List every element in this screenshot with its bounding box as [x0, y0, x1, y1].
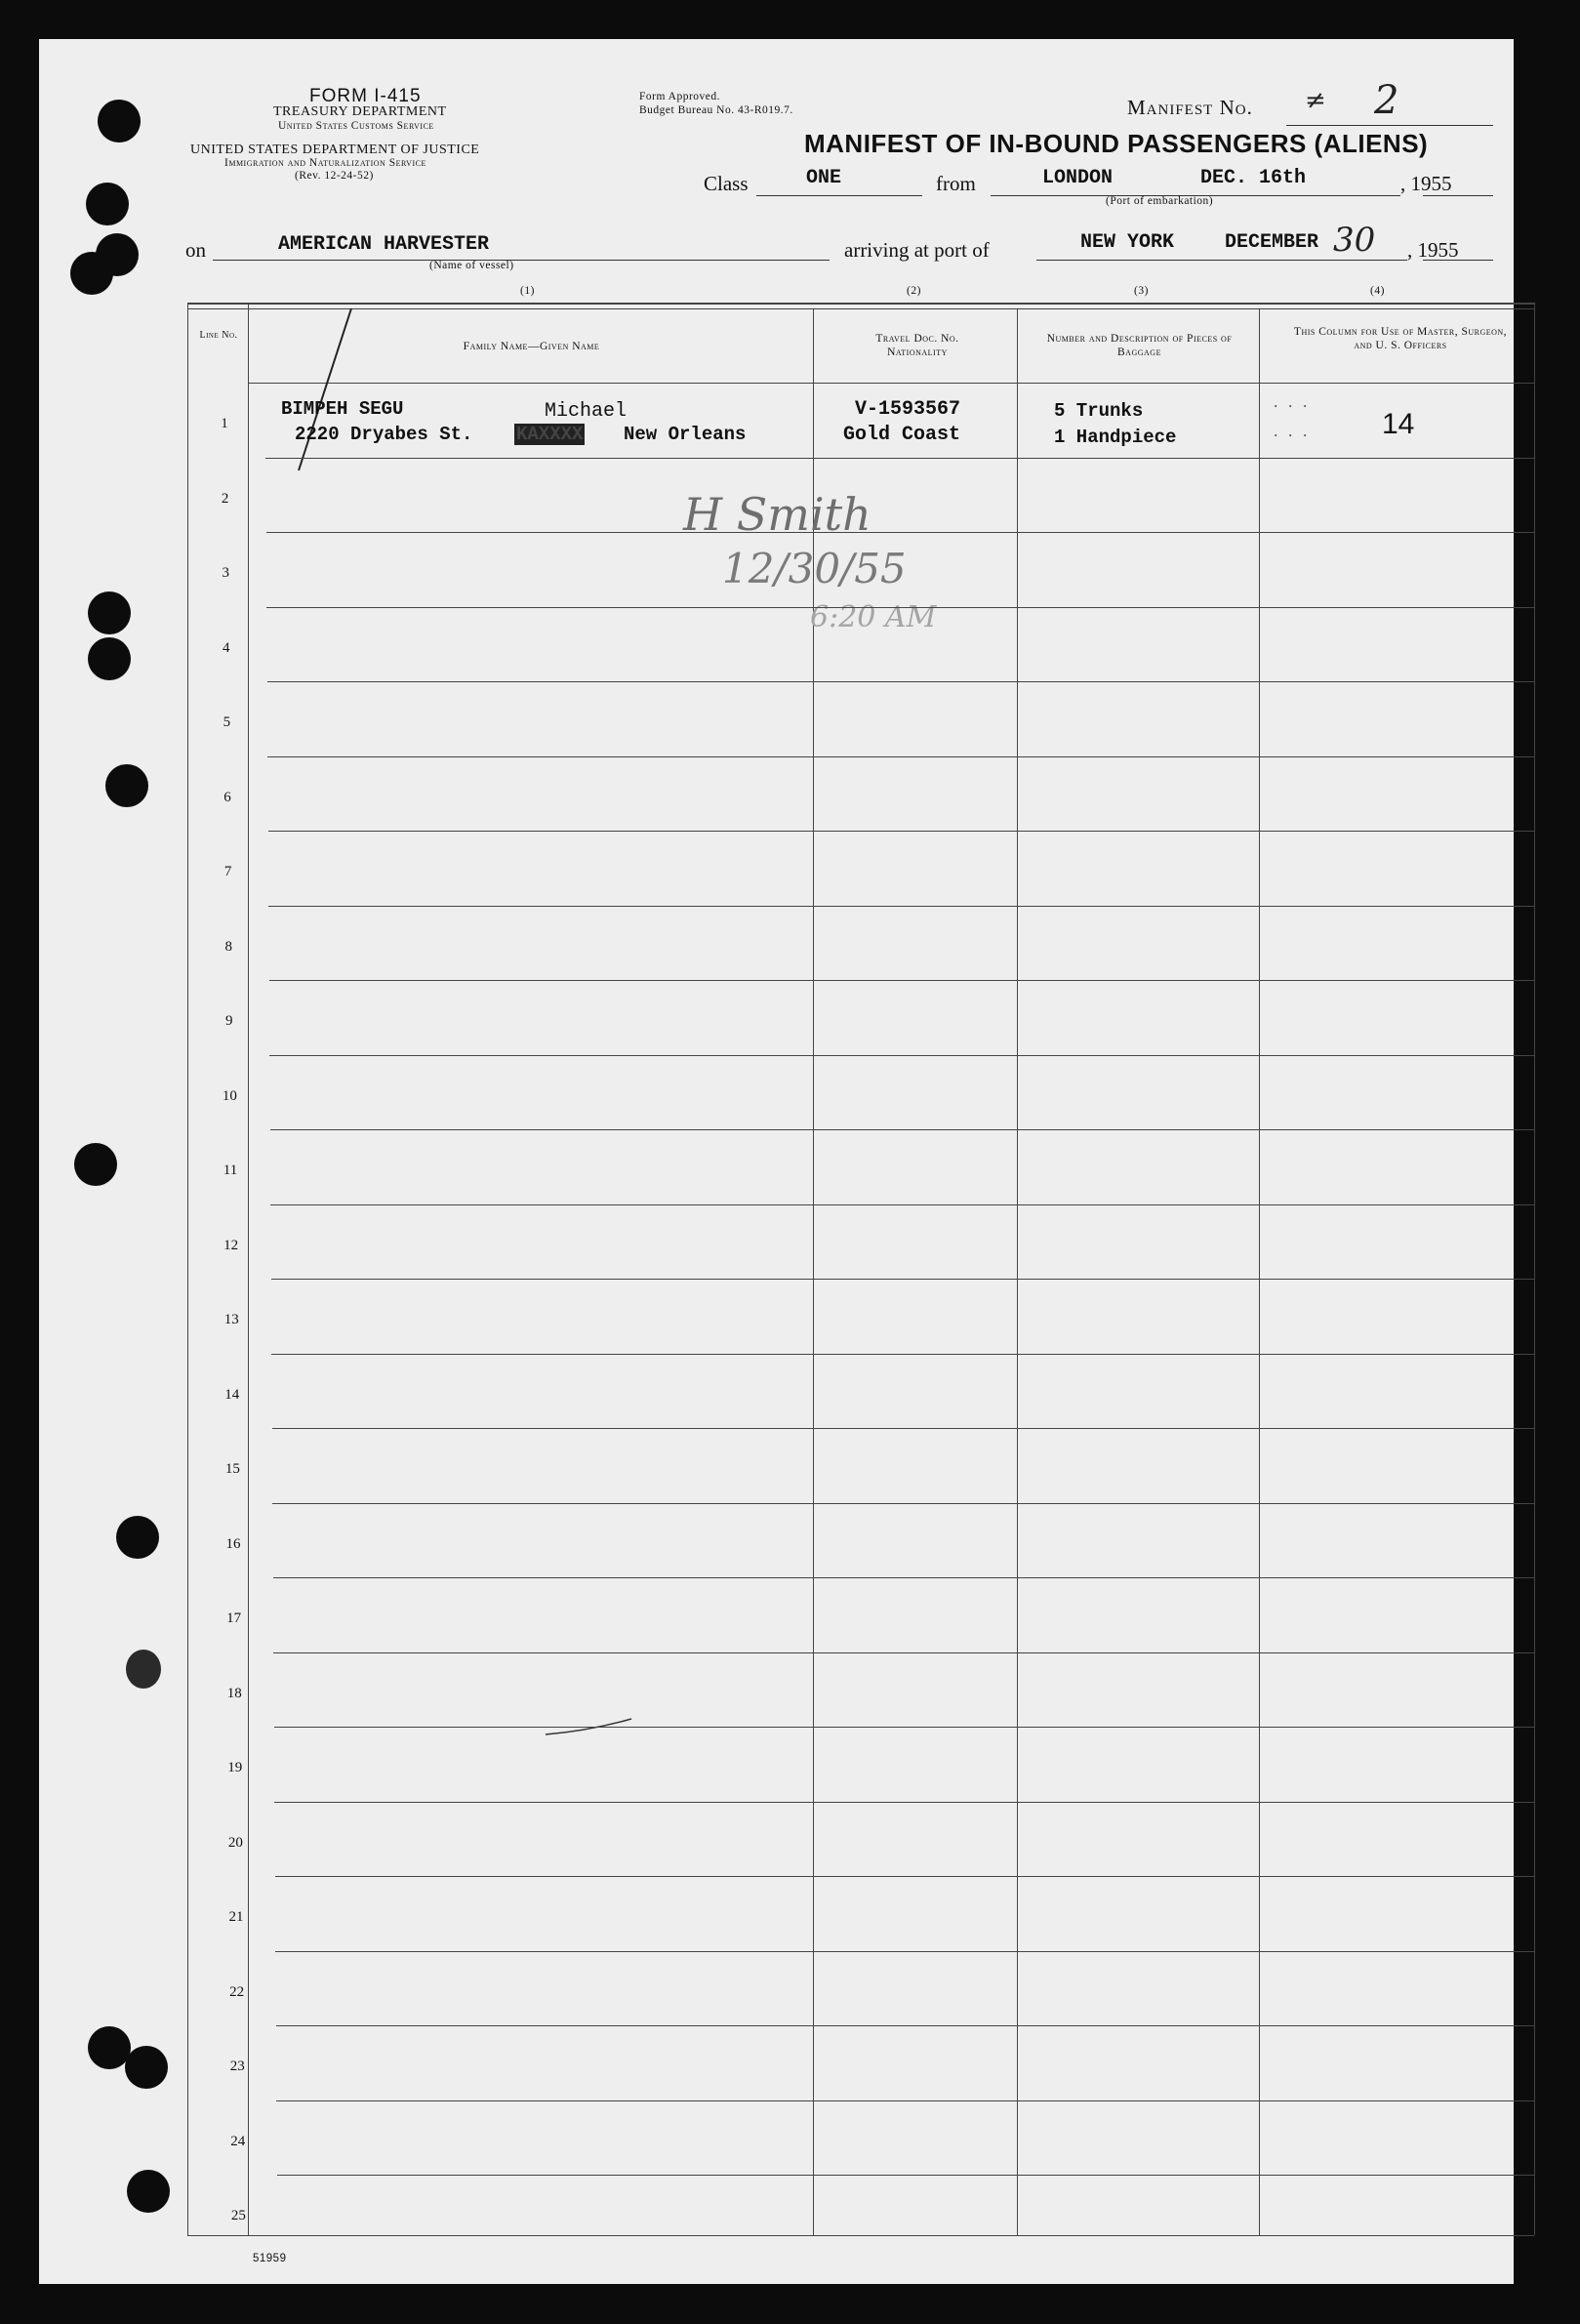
row-separator — [268, 831, 1535, 832]
footer-code: 51959 — [253, 2253, 287, 2264]
travel-doc-number: V-1593567 — [855, 398, 961, 421]
col-1-divider — [813, 308, 814, 2235]
inspector-signature: H Smith — [683, 488, 871, 541]
row-separator — [276, 2100, 1534, 2101]
arrival-day: 30 — [1333, 221, 1376, 260]
line-number: 7 — [223, 864, 232, 880]
table-bottom-border — [187, 2235, 1534, 2236]
from-label: from — [936, 172, 976, 195]
line-number: 1 — [221, 416, 228, 432]
inspection-date: 12/30/55 — [722, 545, 907, 592]
line-number: 14 — [224, 1386, 240, 1403]
punch-hole-icon — [125, 2046, 168, 2089]
row-separator — [277, 2175, 1535, 2176]
punch-hole-icon — [126, 1650, 161, 1689]
row-separator — [267, 681, 1535, 682]
line-number: 8 — [224, 938, 232, 955]
pencil-stroke — [542, 1713, 639, 1742]
row-separator — [269, 980, 1535, 981]
treasury-department: TREASURY DEPARTMENT — [273, 104, 447, 119]
on-label: on — [185, 238, 206, 262]
row-separator — [276, 2025, 1535, 2026]
line-number: 10 — [222, 1087, 237, 1104]
line-number: 5 — [223, 714, 231, 731]
officers-header: This Column for Use of Master, Surgeon, and U. S. Officers — [1293, 326, 1508, 351]
punch-hole-icon — [98, 100, 141, 143]
line-number: 11 — [223, 1162, 238, 1179]
col-4-number: (4) — [1370, 285, 1385, 297]
port-caption: (Port of embarkation) — [1106, 195, 1214, 207]
baggage-handpiece: 1 Handpiece — [1054, 427, 1177, 448]
line-number: 2 — [221, 490, 229, 507]
punch-hole-icon — [86, 183, 129, 225]
manifest-page — [39, 39, 1514, 2284]
baggage-header: Number and Description of Pieces of Baggage — [1046, 333, 1233, 358]
arrival-underline — [1036, 260, 1407, 261]
punch-hole-icon — [127, 2170, 170, 2213]
line-number: 19 — [227, 1760, 243, 1776]
punch-hole-icon — [70, 252, 113, 295]
col-3-number: (3) — [1134, 285, 1149, 297]
col-2-number: (2) — [907, 285, 921, 297]
row-separator — [270, 1204, 1534, 1205]
travel-doc-header: Travel Doc. No. Nationality — [875, 333, 959, 358]
line-no-header: Line No. — [199, 330, 238, 341]
line-number-divider — [248, 303, 249, 2235]
row-separator — [269, 1055, 1534, 1056]
ins-service: Immigration and Naturalization Service — [224, 157, 426, 169]
arrival-port: NEW YORK — [1080, 231, 1175, 254]
row-separator — [266, 607, 1534, 608]
family-name: BIMPEH SEGU — [281, 398, 404, 420]
line-number: 22 — [229, 1983, 245, 2000]
row-separator — [274, 1802, 1534, 1803]
customs-service: United States Customs Service — [278, 120, 434, 132]
row-separator — [275, 1951, 1534, 1952]
address-city: New Orleans — [624, 424, 747, 445]
page-title: MANIFEST OF IN-BOUND PASSENGERS (ALIENS) — [804, 129, 1429, 158]
row-separator — [273, 1577, 1535, 1578]
table-top-border-inner — [187, 308, 1534, 309]
row-separator — [272, 1503, 1534, 1504]
departure-year-underline — [1423, 195, 1493, 196]
revision-date: (Rev. 12-24-52) — [295, 170, 374, 182]
vessel-caption: (Name of vessel) — [429, 260, 514, 271]
officer-note: 14 — [1382, 408, 1415, 440]
dotted-marks-2: ∙ ∙ ∙ — [1274, 426, 1311, 445]
address-struck-out: KAXXXX — [516, 424, 584, 445]
port-of-embarkation: LONDON — [1042, 167, 1114, 189]
inspection-time: 6:20 AM — [810, 600, 937, 634]
line-number: 18 — [226, 1685, 242, 1701]
line-number: 12 — [223, 1237, 239, 1253]
arrival-year-underline — [1423, 260, 1493, 261]
pencil-check-mark — [291, 305, 359, 480]
punch-hole-icon — [105, 764, 148, 807]
departure-year: , 1955 — [1400, 172, 1452, 195]
row-separator — [268, 906, 1534, 907]
vessel-underline — [213, 260, 830, 261]
row-separator — [265, 458, 1534, 459]
manifest-number-underline — [1286, 125, 1493, 126]
header-bottom-border — [248, 383, 1534, 384]
row-separator — [273, 1652, 1534, 1653]
line-number: 20 — [227, 1834, 243, 1851]
form-approved: Form Approved. — [639, 91, 721, 102]
line-number: 6 — [223, 789, 231, 805]
col-3-divider — [1259, 308, 1260, 2235]
line-number: 21 — [228, 1909, 244, 1926]
dotted-marks: ∙ ∙ ∙ — [1274, 396, 1311, 416]
row-separator — [275, 1876, 1535, 1877]
class-label: Class — [704, 172, 749, 195]
table-left-border — [187, 303, 188, 2235]
line-number: 23 — [229, 2059, 245, 2075]
manifest-number-strike-icon: ≠ — [1305, 86, 1326, 115]
col-2-divider — [1017, 308, 1018, 2235]
nationality: Gold Coast — [843, 424, 961, 446]
baggage-trunks: 5 Trunks — [1054, 400, 1144, 422]
given-name: Michael — [545, 400, 628, 423]
vessel-name: AMERICAN HARVESTER — [278, 233, 490, 256]
class-value: ONE — [806, 167, 842, 189]
table-top-border — [187, 303, 1534, 305]
manifest-number-value: 2 — [1374, 78, 1399, 123]
row-separator — [272, 1428, 1535, 1429]
line-number: 17 — [226, 1610, 242, 1627]
col-1-number: (1) — [520, 285, 535, 297]
line-number: 25 — [230, 2208, 246, 2224]
arriving-label: arriving at port of — [844, 238, 990, 262]
justice-department: UNITED STATES DEPARTMENT OF JUSTICE — [190, 143, 480, 157]
manifest-number-label: Manifest No. — [1127, 96, 1253, 119]
departure-date: DEC. 16th — [1200, 167, 1307, 189]
arrival-year: , 1955 — [1407, 238, 1459, 262]
row-separator — [267, 756, 1534, 757]
punch-hole-icon — [88, 591, 131, 634]
line-number: 9 — [225, 1013, 233, 1030]
address-street: 2220 Dryabes St. — [295, 424, 473, 445]
class-underline — [756, 195, 922, 196]
line-number: 13 — [223, 1312, 239, 1328]
table-right-border — [1534, 303, 1535, 2235]
row-separator — [274, 1727, 1535, 1728]
name-header: Family Name—Given Name — [463, 341, 600, 352]
row-separator — [271, 1354, 1534, 1355]
row-separator — [266, 532, 1535, 533]
form-number: FORM I-415 — [309, 86, 422, 106]
budget-bureau: Budget Bureau No. 43-R019.7. — [639, 104, 793, 116]
line-number: 15 — [224, 1461, 240, 1478]
row-separator — [270, 1129, 1535, 1130]
row-separator — [271, 1279, 1535, 1280]
punch-hole-icon — [116, 1516, 159, 1559]
line-number: 4 — [223, 639, 230, 656]
line-number: 24 — [230, 2133, 246, 2149]
line-number: 3 — [222, 565, 229, 582]
arrival-month: DECEMBER — [1225, 231, 1319, 254]
line-number: 16 — [225, 1535, 241, 1552]
punch-hole-icon — [88, 637, 131, 680]
punch-hole-icon — [74, 1143, 117, 1186]
